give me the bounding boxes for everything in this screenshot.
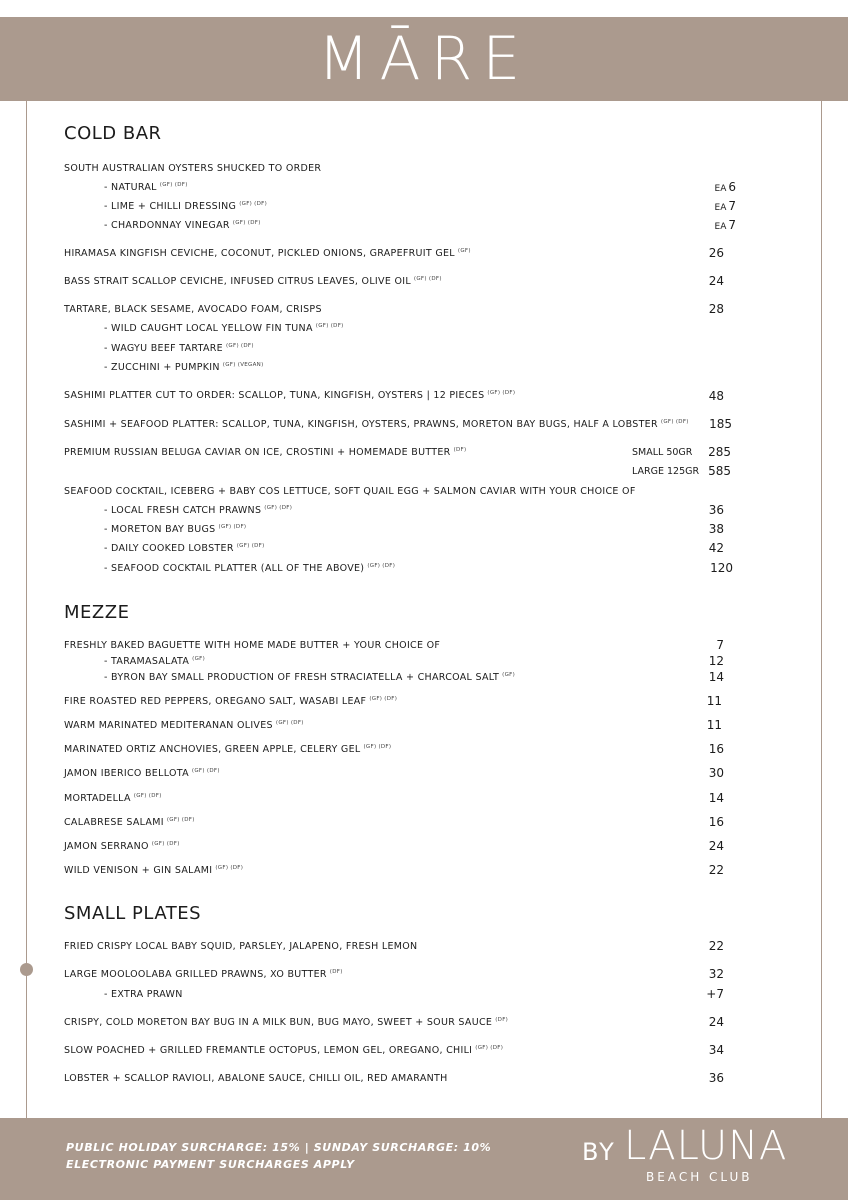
- item-label: MORTADELLA: [64, 793, 131, 804]
- diet-tag: (GF) (DF): [166, 817, 195, 823]
- menu-item-peppers: [64, 696, 397, 707]
- footer-banner: [0, 1118, 848, 1200]
- menu-item-grilled-prawns: [64, 969, 343, 980]
- price-baguette: 7: [716, 638, 724, 652]
- menu-item-bug-bun: [64, 1017, 508, 1028]
- item-label: PREMIUM RUSSIAN BELUGA CAVIAR ON ICE, CROSTINI + HOMEMADE BUTTER: [64, 447, 451, 458]
- menu-item-cocktail-platter: [104, 563, 395, 574]
- item-label: CRISPY, COLD MORETON BAY BUG IN A MILK BUN, BUG MAYO, SWEET + SOUR SAUCE: [64, 1017, 493, 1028]
- menu-item-oysters-vinegar: [104, 220, 261, 231]
- price-straciatella: 14: [708, 670, 724, 684]
- menu-item-scallop: [64, 276, 442, 287]
- price-tartare: 28: [708, 302, 724, 316]
- price-ravioli: 36: [708, 1071, 724, 1085]
- diet-tag: (GF): [457, 248, 471, 254]
- menu-item-ravioli: LOBSTER + SCALLOP RAVIOLI, ABALONE SAUCE, CHILLI OIL, RED AMARANTH: [64, 1073, 448, 1084]
- menu-item-serrano: [64, 841, 180, 852]
- item-label: - WAGYU BEEF TARTARE: [104, 343, 223, 354]
- item-label: - DAILY COOKED LOBSTER: [104, 543, 234, 554]
- price-caviar-large: 585: [708, 464, 731, 478]
- diet-tag: (DF): [453, 447, 467, 453]
- price-cocktail-platter: 120: [710, 561, 733, 575]
- menu-item-sashimi: [64, 390, 515, 401]
- price-oysters-vinegar: [676, 218, 736, 232]
- diet-tag: (GF) (DF): [369, 696, 398, 702]
- menu-item-mortadella: [64, 793, 162, 804]
- item-label: JAMON IBERICO BELLOTA: [64, 768, 189, 779]
- price-caviar-small: 285: [708, 445, 731, 459]
- diet-tag: (GF) (DF): [264, 505, 293, 511]
- menu-item-cocktail-bugs: [104, 524, 246, 535]
- item-label: SASHIMI + SEAFOOD PLATTER: SCALLOP, TUNA, KINGFISH, OYSTERS, PRAWNS, MORETON BAY BUGS, HALF A LOBSTER: [64, 419, 658, 430]
- each-label: EA: [714, 222, 727, 232]
- item-label: SLOW POACHED + GRILLED FREMANTLE OCTOPUS, LEMON GEL, OREGANO, CHILI: [64, 1045, 473, 1056]
- menu-item-jamon-iberico: [64, 768, 220, 779]
- diet-tag: (GF) (DF): [133, 793, 162, 799]
- item-label: MARINATED ORTIZ ANCHOVIES, GREEN APPLE, CELERY GEL: [64, 744, 361, 755]
- header-banner: [0, 17, 848, 101]
- diet-tag: (GF): [192, 656, 206, 662]
- section-title-mezze: MEZZE: [64, 602, 130, 623]
- menu-item-tartare: TARTARE, BLACK SESAME, AVOCADO FOAM, CRISPS: [64, 304, 322, 315]
- item-label: - CHARDONNAY VINEGAR: [104, 220, 230, 231]
- item-label: CALABRESE SALAMI: [64, 817, 164, 828]
- price-calabrese: 16: [708, 815, 724, 829]
- price-seafood-platter: 185: [709, 417, 732, 431]
- price-scallop: 24: [708, 274, 724, 288]
- item-label: WILD VENISON + GIN SALAMI: [64, 865, 213, 876]
- right-border-line: [821, 101, 822, 1118]
- diet-tag: (GF) (DF): [363, 744, 392, 750]
- diet-tag: (DF): [495, 1017, 509, 1023]
- price-serrano: 24: [708, 839, 724, 853]
- diet-tag: (DF): [329, 969, 343, 975]
- price-cocktail-prawns: 36: [708, 503, 724, 517]
- price-oysters-lime: [676, 199, 736, 213]
- menu-item-calabrese: [64, 817, 195, 828]
- menu-item-cocktail-lobster: [104, 543, 265, 554]
- item-label: WARM MARINATED MEDITERANAN OLIVES: [64, 720, 273, 731]
- price-cocktail-bugs: 38: [708, 522, 724, 536]
- price-olives: 11: [706, 718, 722, 732]
- diet-tag: (GF) (DF): [191, 768, 220, 774]
- item-label: - WILD CAUGHT LOCAL YELLOW FIN TUNA: [104, 323, 313, 334]
- menu-item-anchovies: [64, 744, 391, 755]
- diet-tag: (GF) (DF): [413, 276, 442, 282]
- menu-item-squid: FRIED CRISPY LOCAL BABY SQUID, PARSLEY, JALAPENO, FRESH LEMON: [64, 941, 418, 952]
- menu-item-taramasalata: [104, 656, 205, 667]
- diet-tag: (GF) (DF): [218, 524, 247, 530]
- item-label: SASHIMI PLATTER CUT TO ORDER: SCALLOP, TUNA, KINGFISH, OYSTERS | 12 PIECES: [64, 390, 485, 401]
- menu-item-venison: [64, 865, 243, 876]
- menu-item-caviar: [64, 447, 466, 458]
- menu-item-octopus: [64, 1045, 503, 1056]
- diet-tag: (GF) (DF): [239, 201, 268, 207]
- menu-item-cocktail-prawns: [104, 505, 292, 516]
- each-label: EA: [714, 203, 727, 213]
- menu-item-oysters: SOUTH AUSTRALIAN OYSTERS SHUCKED TO ORDER: [64, 163, 322, 174]
- price-cocktail-lobster: 42: [708, 541, 724, 555]
- price-anchovies: 16: [708, 742, 724, 756]
- price-oysters-natural: [676, 180, 736, 194]
- menu-item-straciatella: [104, 672, 515, 683]
- item-label: - TARAMASALATA: [104, 656, 190, 667]
- diet-tag: (GF) (DF): [225, 343, 254, 349]
- price-mortadella: 14: [708, 791, 724, 805]
- price-peppers: 11: [706, 694, 722, 708]
- item-label: JAMON SERRANO: [64, 841, 149, 852]
- item-label: - LIME + CHILLI DRESSING: [104, 201, 237, 212]
- price-kingfish: 26: [708, 246, 724, 260]
- section-title-cold-bar: COLD BAR: [64, 123, 162, 144]
- beach-club-label: BEACH CLUB: [646, 1170, 753, 1184]
- diet-tag: (GF) (DF): [151, 841, 180, 847]
- price-value: 6: [728, 180, 736, 194]
- diet-tag: (GF) (DF): [215, 865, 244, 871]
- diet-tag: (GF) (DF): [475, 1045, 504, 1051]
- menu-item-olives: [64, 720, 304, 731]
- price-grilled-prawns: 32: [708, 967, 724, 981]
- menu-item-tartare-tuna: [104, 323, 344, 334]
- diet-tag: (GF) (DF): [367, 563, 396, 569]
- each-label: EA: [714, 184, 727, 194]
- item-label: BASS STRAIT SCALLOP CEVICHE, INFUSED CITRUS LEAVES, OLIVE OIL: [64, 276, 411, 287]
- price-jamon-iberico: 30: [708, 766, 724, 780]
- caviar-size-large: LARGE 125GR: [632, 466, 700, 477]
- section-title-small-plates: SMALL PLATES: [64, 903, 202, 924]
- item-label: - MORETON BAY BUGS: [104, 524, 216, 535]
- menu-item-oysters-natural: [104, 182, 188, 193]
- diet-tag: (GF) (DF): [232, 220, 261, 226]
- menu-item-extra-prawn: - EXTRA PRAWN: [104, 989, 183, 1000]
- price-venison: 22: [708, 863, 724, 877]
- menu-item-tartare-wagyu: [104, 343, 254, 354]
- menu-item-baguette: FRESHLY BAKED BAGUETTE WITH HOME MADE BUTTER + YOUR CHOICE OF: [64, 640, 441, 651]
- item-label: - LOCAL FRESH CATCH PRAWNS: [104, 505, 262, 516]
- diet-tag: (GF) (DF): [315, 323, 344, 329]
- price-bug-bun: 24: [708, 1015, 724, 1029]
- menu-item-seafood-platter: [64, 419, 689, 430]
- diet-tag: (GF) (DF): [159, 182, 188, 188]
- diet-tag: (GF) (DF): [236, 543, 265, 549]
- decorative-dot: [20, 963, 33, 976]
- laluna-logo: LALUNA: [624, 1123, 788, 1169]
- price-octopus: 34: [708, 1043, 724, 1057]
- menu-item-seafood-cocktail: SEAFOOD COCKTAIL, ICEBERG + BABY COS LETTUCE, SOFT QUAIL EGG + SALMON CAVIAR WITH YOUR CHOICE OF: [64, 486, 636, 497]
- diet-tag: (GF) (VEGAN): [222, 362, 264, 368]
- price-value: 7: [728, 218, 736, 232]
- caviar-size-small: SMALL 50GR: [632, 447, 693, 458]
- diet-tag: (GF) (DF): [487, 390, 516, 396]
- price-value: 7: [728, 199, 736, 213]
- price-sashimi: 48: [708, 389, 724, 403]
- item-label: LARGE MOOLOOLABA GRILLED PRAWNS, XO BUTTER: [64, 969, 327, 980]
- item-label: HIRAMASA KINGFISH CEVICHE, COCONUT, PICKLED ONIONS, GRAPEFRUIT GEL: [64, 248, 455, 259]
- item-label: - SEAFOOD COCKTAIL PLATTER (ALL OF THE ABOVE): [104, 563, 365, 574]
- menu-item-oysters-lime: [104, 201, 267, 212]
- item-label: FIRE ROASTED RED PEPPERS, OREGANO SALT, WASABI LEAF: [64, 696, 367, 707]
- menu-item-kingfish: [64, 248, 471, 259]
- menu-item-tartare-zucchini: [104, 362, 264, 373]
- price-squid: 22: [708, 939, 724, 953]
- diet-tag: (GF) (DF): [275, 720, 304, 726]
- item-label: - BYRON BAY SMALL PRODUCTION OF FRESH STRACIATELLA + CHARCOAL SALT: [104, 672, 500, 683]
- price-extra-prawn: +7: [706, 987, 724, 1001]
- item-label: - ZUCCHINI + PUMPKIN: [104, 362, 220, 373]
- payment-surcharge-line: ELECTRONIC PAYMENT SURCHARGES APPLY: [66, 1158, 355, 1171]
- mare-logo: MĀRE: [317, 24, 531, 94]
- item-label: - NATURAL: [104, 182, 157, 193]
- diet-tag: (GF): [502, 672, 516, 678]
- price-taramasalata: 12: [708, 654, 724, 668]
- surcharge-line: PUBLIC HOLIDAY SURCHARGE: 15% | SUNDAY SURCHARGE: 10%: [66, 1141, 492, 1154]
- brand-by: BY: [582, 1138, 616, 1166]
- diet-tag: (GF) (DF): [660, 419, 689, 425]
